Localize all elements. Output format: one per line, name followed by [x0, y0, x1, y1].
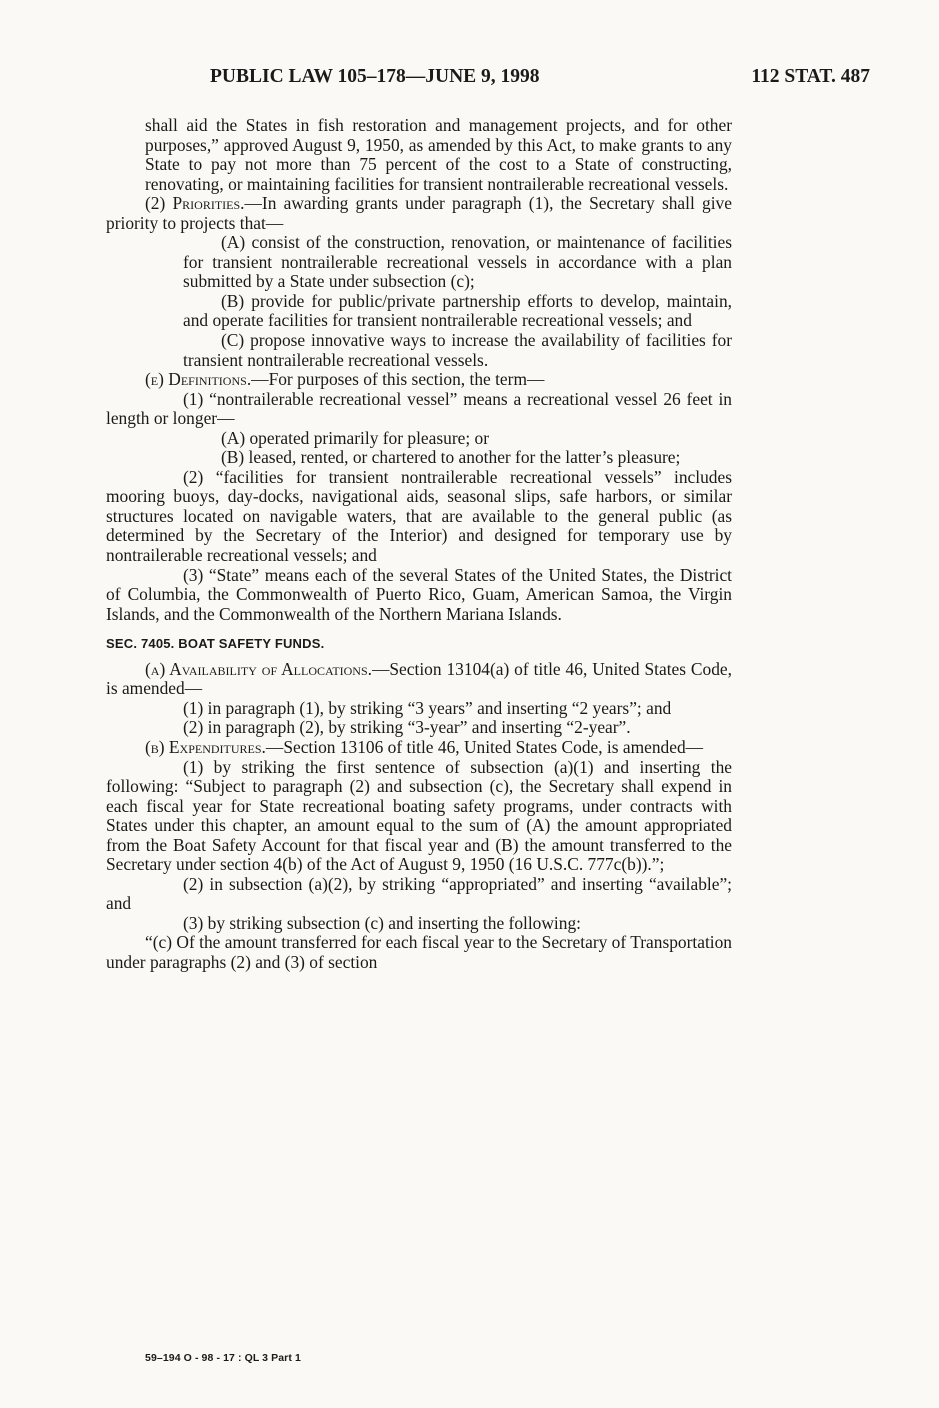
page-footer-code: 59–194 O - 98 - 17 : QL 3 Part 1 — [145, 1352, 301, 1364]
expenditures-item-1: (1) by striking the first sentence of subsection (a)(1) and inserting the following: “Subject to paragraph (2) and subsection (c), the Secretary shall expend in each fiscal year for State recreational boating safety programs, under contracts with States under this chapter, an amount equal to the sum of (A) the amount appropriated from the Boat Safety Account for that fiscal year and (B) the amount transferred to the Secretary under section 4(b) of the Act of August 9, 1950 (16 U.S.C. 777c(b)).”; — [106, 756, 732, 875]
availability-item-1: (1) in paragraph (1), by striking “3 years” and inserting “2 years”; and — [183, 697, 672, 718]
paragraph-priorities — [106, 194, 732, 233]
expenditures-heading: (b) Expenditures. — [145, 736, 266, 757]
priority-c: (C) propose innovative ways to increase the availability of facilities for transient nontrailerable recreational vessels. — [183, 330, 732, 370]
definitions-heading: (e) Definitions. — [145, 369, 252, 390]
priority-b: (B) provide for public/private partnership efforts to develop, maintain, and operate facilities for transient nontrailerable recreational vessels; and — [183, 290, 732, 331]
priority-a: (A) consist of the construction, renovation, or maintenance of facilities for transient nontrailerable recreational vessels in accordance with a plan submitted by a State under subsection (c); — [183, 232, 732, 292]
paragraph-expenditures — [106, 738, 732, 758]
definition-3: (3) “State” means each of the several States of the United States, the District of Columbia, the Commonwealth of Puerto Rico, Guam, American Samoa, the Virgin Islands, and the Commonwealth of the Northern Mariana Islands. — [106, 564, 732, 624]
priorities-text: —In awarding grants under paragraph (1), the Secretary shall give priority to projects that— — [106, 193, 732, 233]
expenditures-text: —Section 13106 of title 46, United States Code, is amended— — [265, 736, 704, 757]
paragraph-definitions — [106, 370, 732, 390]
paragraph-availability — [106, 660, 732, 699]
priorities-heading: (2) Priorities. — [145, 193, 245, 214]
availability-item-2: (2) in paragraph (2), by striking “3-year” and inserting “2-year”. — [183, 717, 631, 738]
definition-1b: (B) leased, rented, or chartered to another for the latter’s pleasure; — [221, 447, 681, 468]
expenditures-item-2: (2) in subsection (a)(2), by striking “appropriated” and inserting “available”; and — [106, 873, 732, 914]
running-title: PUBLIC LAW 105–178—JUNE 9, 1998 — [210, 66, 540, 87]
definition-2: (2) “facilities for transient nontrailerable recreational vessels” includes mooring buoys, day-docks, navigational aids, seasonal slips, safe harbors, or similar structures located on navigable waters, that are available to the general public (as determined by the Secretary of the Interior) and designed for temporary use by nontrailerable recreational vessels; and — [106, 466, 732, 566]
availability-heading: (a) Availability of Allocations. — [145, 658, 372, 679]
definition-1: (1) “nontrailerable recreational vessel” means a recreational vessel 26 feet in length or longer— — [106, 388, 732, 429]
availability-text: —Section 13104(a) of title 46, United States Code, is amended— — [106, 658, 732, 699]
stat-page-number: 112 STAT. 487 — [751, 66, 870, 87]
page-body — [106, 116, 732, 973]
expenditures-item-3: (3) by striking subsection (c) and inserting the following: — [183, 912, 581, 933]
page-header — [210, 66, 870, 94]
definitions-text: —For purposes of this section, the term— — [251, 369, 545, 390]
quoted-subsection-c: “(c) Of the amount transferred for each fiscal year to the Secretary of Transportation under paragraphs (2) and (3) of section — [106, 932, 732, 972]
definition-1a: (A) operated primarily for pleasure; or — [221, 427, 489, 448]
section-heading: SEC. 7405. BOAT SAFETY FUNDS. — [106, 636, 325, 652]
paragraph-continuation: shall aid the States in fish restoration and management projects, and for other purposes,” approved August 9, 1950, as amended by this Act, to make grants to any State to pay not more than 75 percent of the cost to a State of constructing, renovating, or maintaining facilities for transient nontrailerable recreational vessels. — [145, 115, 732, 194]
